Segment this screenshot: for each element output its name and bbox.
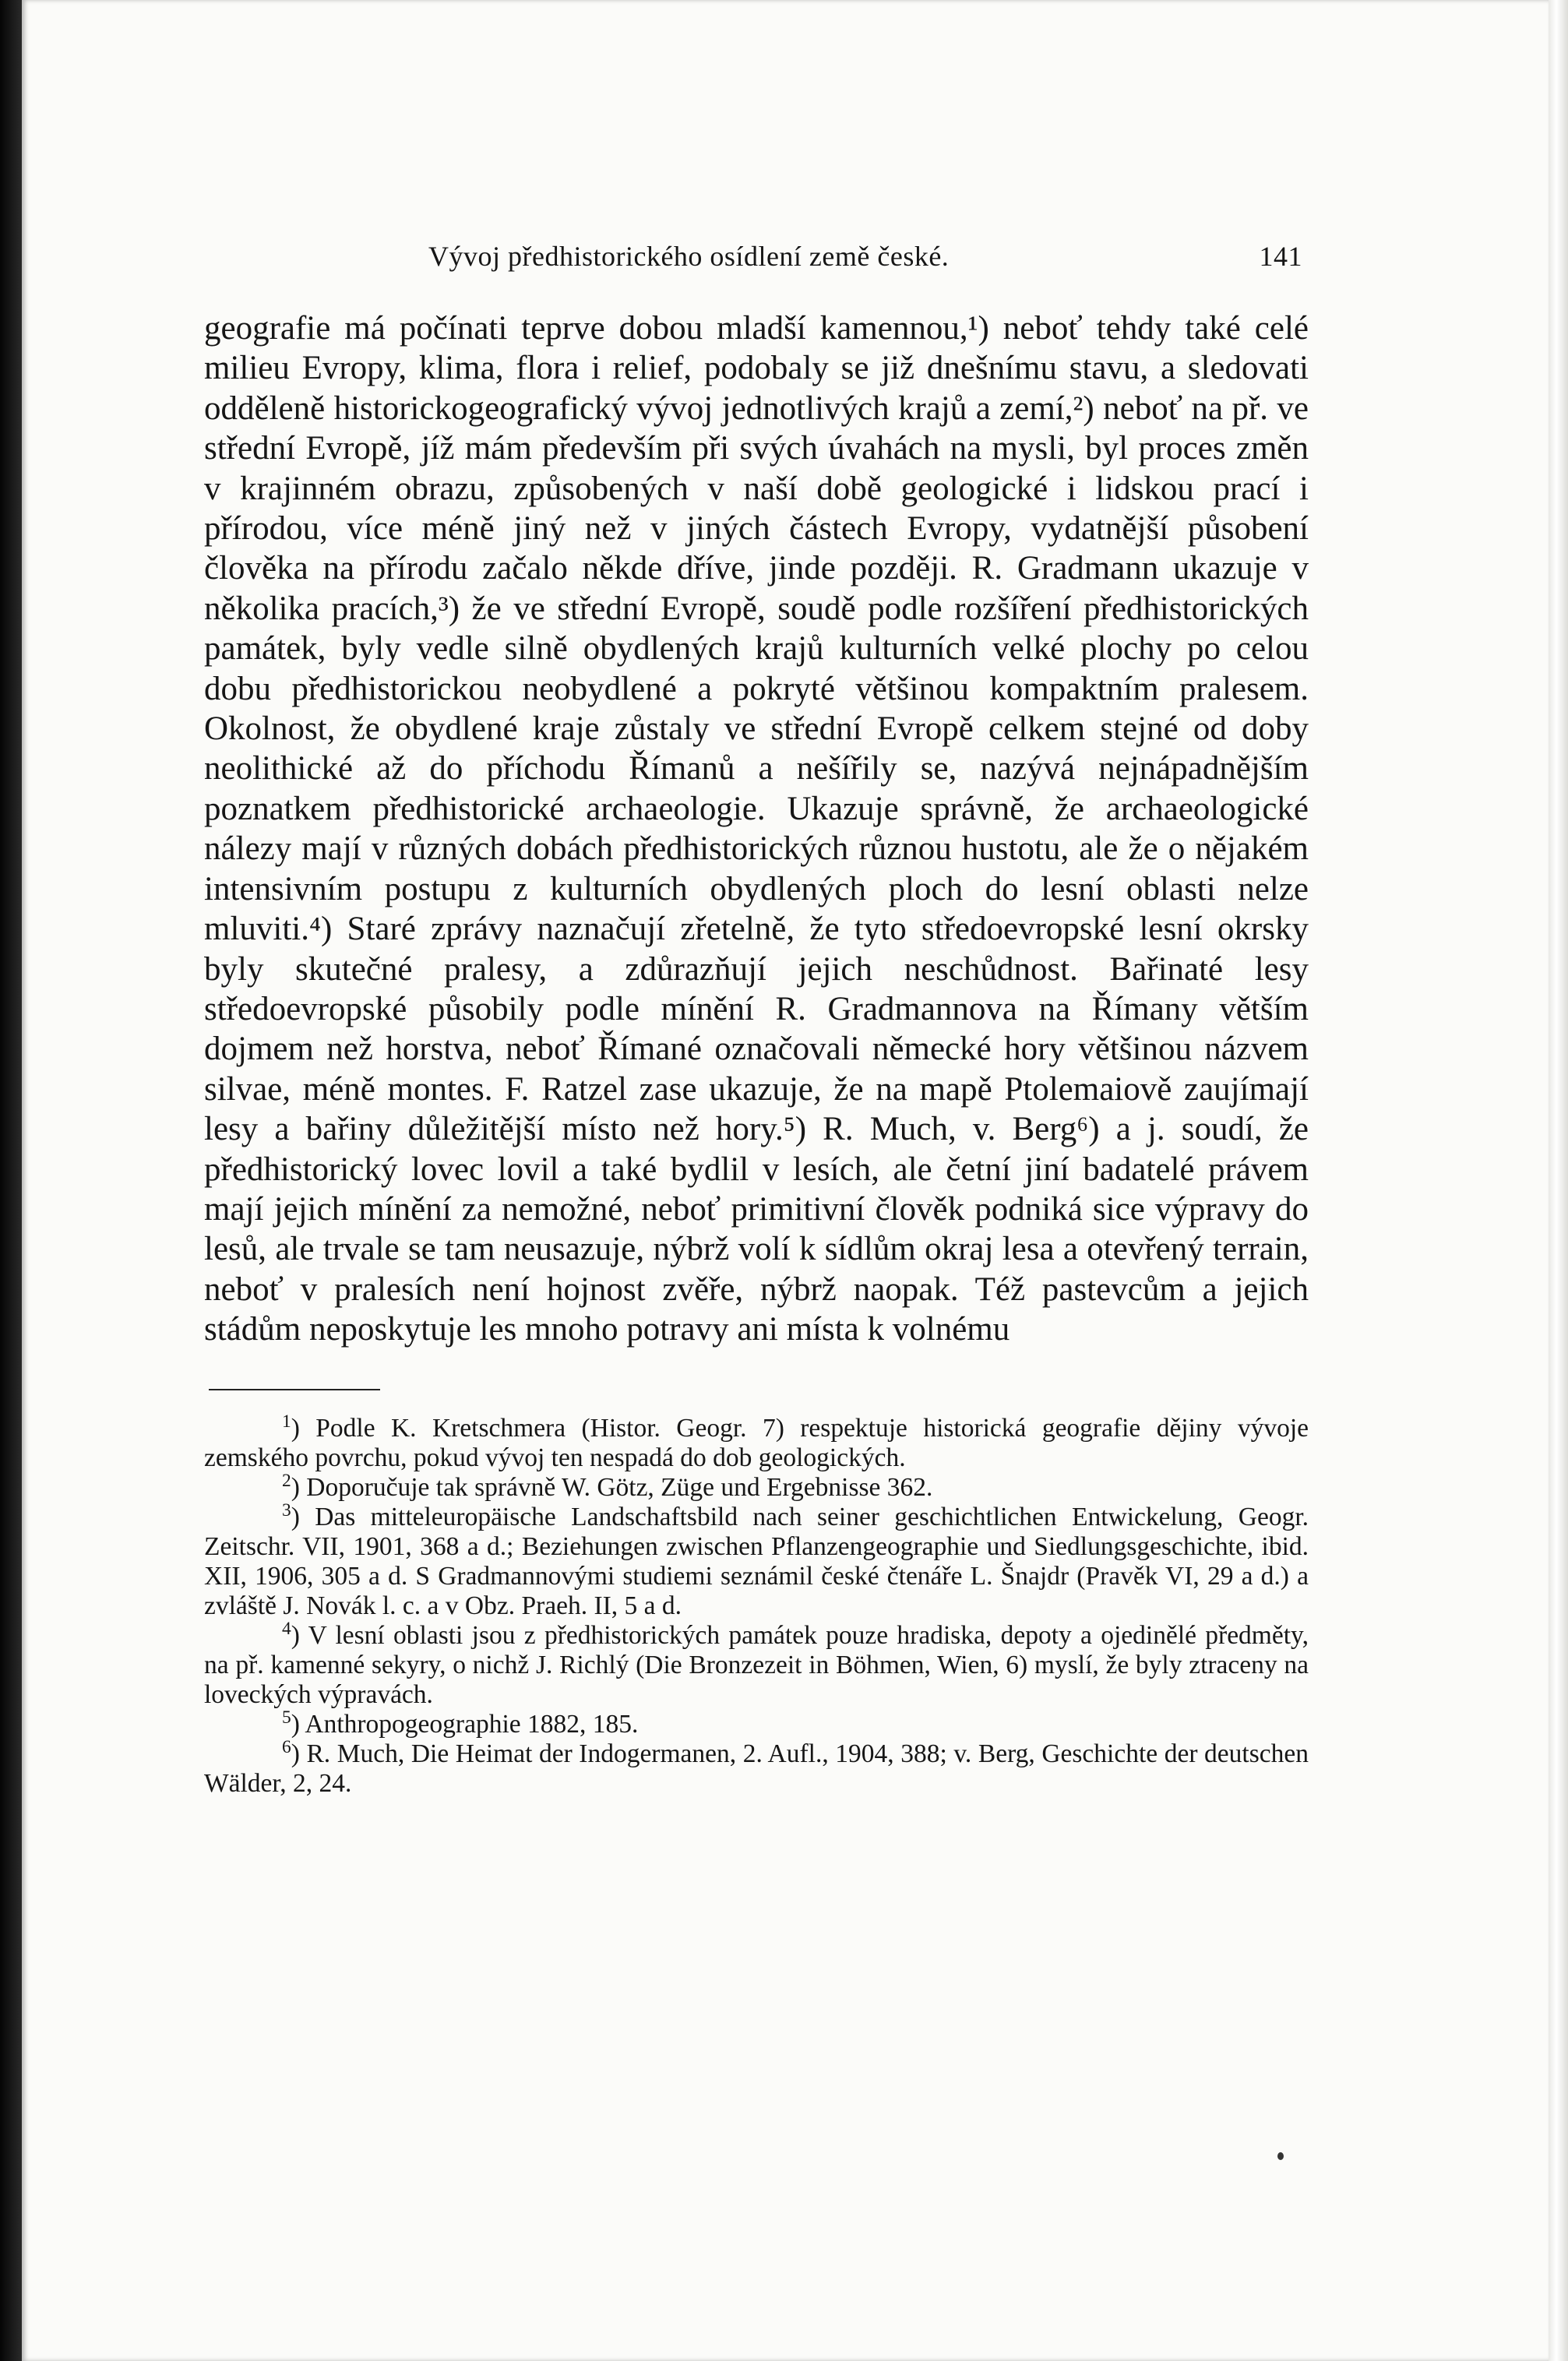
ink-speck <box>1277 2152 1284 2160</box>
footnote-separator <box>209 1389 380 1390</box>
footnote-text: Das mitteleuropäische Landschaftsbild nach seiner geschichtlichen Entwickelung, Geogr. Zeitschr. VII, 1901, 368 a d.; Beziehungen zwischen Pflanzengeographie und Siedlungsgeschichte, ibid. XII, 1906, 305 a d. S Gradmannovými studiemi seznámil české čtenáře L. Šnajdr (Pravěk VI, 29 a d.) a zvláště J. Novák l. c. a v Obz. Praeh. II, 5 a d. <box>204 1502 1309 1620</box>
page-number: 141 <box>1259 241 1302 272</box>
page-content <box>204 231 1309 1799</box>
footnote-text: Doporučuje tak správně W. Götz, Züge und Ergebnisse 362. <box>306 1472 933 1502</box>
footnote-mark: 4 <box>282 1618 291 1639</box>
footnote-text: V lesní oblasti jsou z předhistorických památek pouze hradiska, depoty a ojedinělé předměty, na př. kamenné sekyry, o nichž J. Richlý (Die Bronzezeit in Böhmen, Wien, 6) myslí, že byly ztraceny na loveckých výpravách. <box>204 1620 1309 1709</box>
paragraph: geografie má počínati teprve dobou mladší kamennou,¹) neboť tehdy také celé milieu Evropy, klima, flora i relief, podobaly se již dnešnímu stavu, a sledovati odděleně historickogeografický vývoj jednotlivých krajů a zemí,²) neboť na př. ve střední Evropě, jíž mám především při svých úvahách na mysli, byl proces změn v krajinném obrazu, způsobených v naší době geologické i lidskou prací i přírodou, více méně jiný než v jiných částech Evropy, vydatnější působení člověka na přírodu začalo někde dříve, jinde později. R. Gradmann ukazuje v několika pracích,³) že ve střední Evropě, soudě podle rozšíření předhistorických památek, byly vedle silně obydlených krajů kulturních velké plochy po celou dobu předhistorickou neobydlené a pokryté většinou kompaktním pralesem. Okolnost, že obydlené kraje zůstaly ve střední Evropě celkem stejné od doby neolithické až do příchodu Římanů a nešířily se, nazývá nejnápadnějším poznatkem předhistorické archaeologie. Ukazuje správně, že archaeologické nálezy mají v různých dobách předhistorických různou hustotu, ale že o nějakém intensivním postupu z kulturních obydlených ploch do lesní oblasti nelze mluviti.⁴) Staré zprávy naznačují zřetelně, že tyto středoevropské lesní okrsky byly skutečné pralesy, a zdůrazňují jejich neschůdnost. Bařinaté lesy středoevropské působily podle mínění R. Gradmannova na Římany větším dojmem než horstva, neboť Římané označovali německé hory většinou názvem silvae, méně montes. F. Ratzel zase ukazuje, že na mapě Ptolemaiově zaujímají lesy a bařiny důležitější místo než hory.⁵) R. Much, v. Berg⁶) a j. soudí, že předhistorický lovec lovil a také bydlil v lesích, ale četní jiní badatelé právem mají jejich mínění za nemožné, neboť primitivní člověk podniká sice výpravy do lesů, ale trvale se tam neusazuje, nýbrž volí k sídlům okraj lesa a otevřený terrain, neboť v pralesích není hojnost zvěře, nýbrž naopak. Též pastevcům a jejich stádům neposkytuje les mnoho potravy ani místa k volnému <box>204 310 1309 1348</box>
footnote-5: $^5$) Anthropogeographie 1882, 185. <box>282 1707 639 1739</box>
footnote-2: $^2$) Doporučuje tak správně W. Götz, Züge und Ergebnisse 362. <box>282 1470 933 1502</box>
footnote-text: Podle K. Kretschmera (Histor. Geogr. 7) respektuje historická geografie dějiny vývoje zemského povrchu, pokud vývoj ten nespadá do dob geologických. <box>204 1413 1309 1472</box>
footnote-text: Anthropogeographie 1882, 185. <box>305 1709 639 1739</box>
body-text <box>204 308 1309 1350</box>
footnote-text: R. Much, Die Heimat der Indogermanen, 2. Aufl., 1904, 388; v. Berg, Geschichte der deutschen Wälder, 2, 24. <box>204 1739 1309 1798</box>
running-head <box>204 231 1309 277</box>
footnote-6: $^6$) R. Much, Die Heimat der Indogermanen, 2. Aufl., 1904, 388; v. Berg, Geschichte der deutschen Wälder, 2, 24. <box>204 1736 1309 1798</box>
left-edge-shadow <box>0 0 22 2361</box>
footnote-mark: 5 <box>282 1707 291 1728</box>
footnote-mark: 3 <box>282 1499 291 1521</box>
footnote-4: $^4$) V lesní oblasti jsou z předhistorických památek pouze hradiska, depoty a ojedinělé předměty, na př. kamenné sekyry, o nichž J. Richlý (Die Bronzezeit in Böhmen, Wien, 6) myslí, že byly ztraceny na loveckých výpravách. <box>204 1618 1309 1709</box>
footnote-mark: 6 <box>282 1736 291 1757</box>
footnote-3: $^3$) Das mitteleuropäische Landschaftsbild nach seiner geschichtlichen Entwickelung, Geogr. Zeitschr. VII, 1901, 368 a d.; Beziehungen zwischen Pflanzengeographie und Siedlungsgeschichte, ibid. XII, 1906, 305 a d. S Gradmannovými studiemi seznámil české čtenáře L. Šnajdr (Pravěk VI, 29 a d.) a zvláště J. Novák l. c. a v Obz. Praeh. II, 5 a d. <box>204 1499 1309 1620</box>
footnote-mark: 2 <box>282 1470 291 1491</box>
footnotes <box>204 1411 1309 1799</box>
running-title: Vývoj předhistorického osídlení země české. <box>428 241 950 272</box>
footnote-mark: 1 <box>282 1411 291 1432</box>
right-page-edge <box>1549 0 1568 2361</box>
footnote-1: $^1$) Podle K. Kretschmera (Histor. Geogr. 7) respektuje historická geografie dějiny vývoje zemského povrchu, pokud vývoj ten nespadá do dob geologických. <box>204 1411 1309 1472</box>
